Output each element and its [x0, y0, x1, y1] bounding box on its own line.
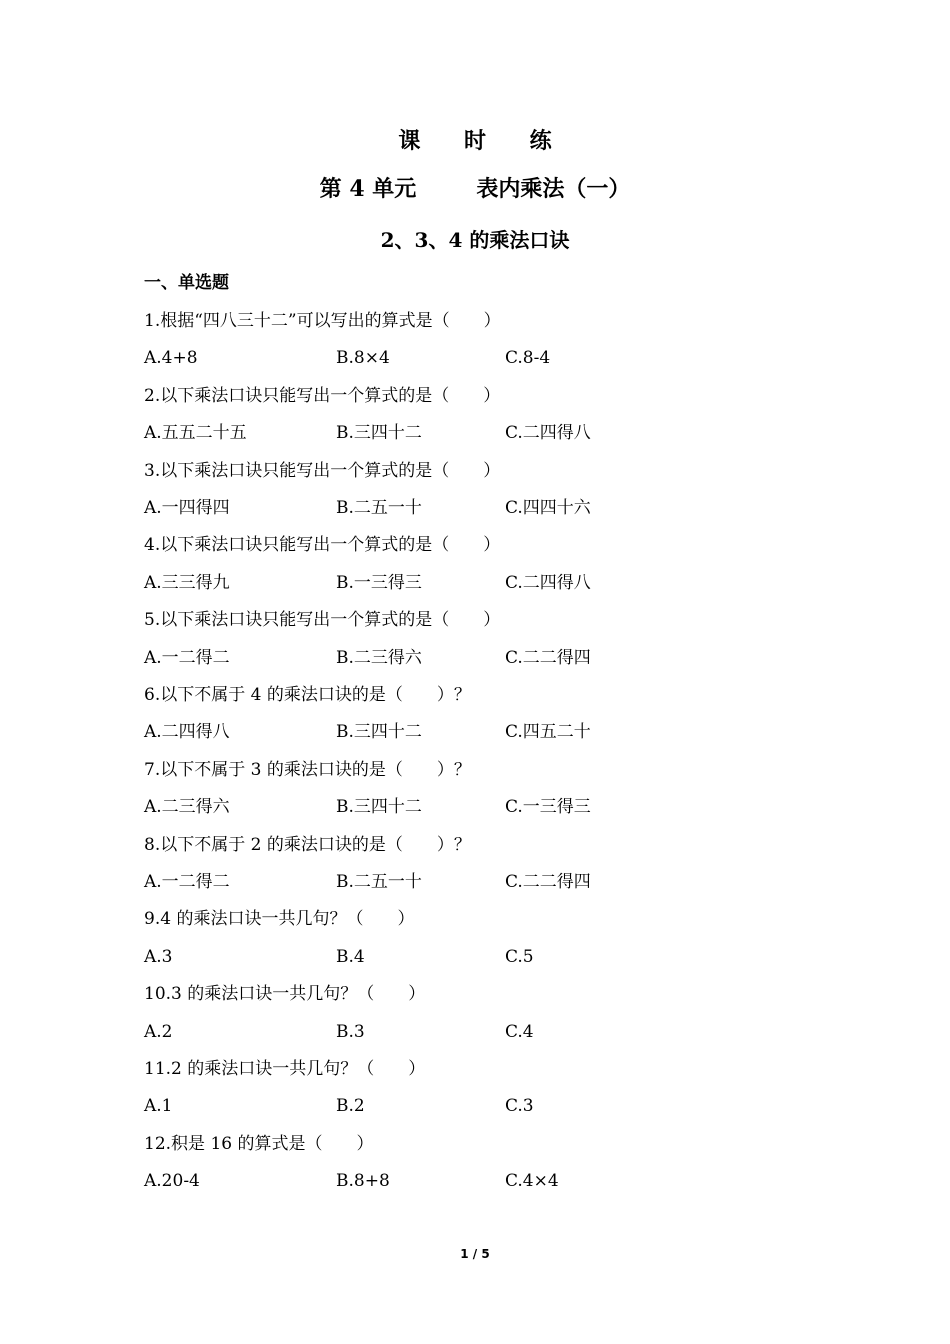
option-row	[144, 1166, 824, 1203]
question-text: 10.3 的乘法口诀一共几句？（ ）	[144, 984, 426, 1005]
option-c: C.4	[505, 1021, 534, 1042]
option-a: A.20-4	[144, 1171, 200, 1192]
question-item	[144, 605, 824, 680]
option-a: A.二三得六	[144, 797, 230, 818]
question-item	[144, 1129, 824, 1204]
option-c: C.4×4	[505, 1171, 559, 1192]
page-indicator: 1 / 5	[460, 1247, 490, 1261]
option-b: B.二五一十	[336, 871, 422, 892]
question-item	[144, 530, 824, 605]
option-c: C.二四得八	[505, 423, 591, 444]
option-row	[144, 418, 824, 455]
option-a: A.3	[144, 946, 173, 967]
question-text: 2.以下乘法口诀只能写出一个算式的是（ ）	[144, 385, 501, 406]
option-c: C.四五二十	[505, 722, 591, 743]
option-row	[144, 1091, 824, 1128]
option-c: C.5	[505, 946, 534, 967]
option-c: C.3	[505, 1096, 534, 1117]
question-list	[144, 306, 824, 1204]
option-row	[144, 792, 824, 829]
question-text: 12.积是 16 的算式是（ ）	[144, 1133, 374, 1154]
lesson-heading: 2、3、4 的乘法口诀	[380, 228, 570, 252]
question-text: 4.以下乘法口诀只能写出一个算式的是（ ）	[144, 535, 501, 556]
option-a: A.一二得二	[144, 647, 230, 668]
option-row	[144, 717, 824, 754]
unit-number: 第 4 单元	[319, 176, 417, 202]
option-b: B.3	[336, 1021, 365, 1042]
option-a: A.4+8	[144, 348, 198, 369]
question-text: 3.以下乘法口诀只能写出一个算式的是（ ）	[144, 460, 501, 481]
page-title: 课 时 练	[398, 128, 570, 154]
question-text: 8.以下不属于 2 的乘法口诀的是（ ）？	[144, 834, 471, 855]
option-c: C.二四得八	[505, 572, 591, 593]
option-a: A.五五二十五	[144, 423, 247, 444]
question-item	[144, 306, 824, 381]
option-row	[144, 343, 824, 380]
option-c: C.二二得四	[505, 871, 591, 892]
option-b: B.三四十二	[336, 423, 422, 444]
option-a: A.三三得九	[144, 572, 230, 593]
question-item	[144, 456, 824, 531]
option-b: B.一三得三	[336, 572, 422, 593]
question-item	[144, 1054, 824, 1129]
option-b: B.二三得六	[336, 647, 422, 668]
question-item	[144, 904, 824, 979]
question-text: 1.根据“四八三十二”可以写出的算式是（ ）	[144, 311, 501, 331]
question-item	[144, 979, 824, 1054]
option-row	[144, 568, 824, 605]
option-a: A.一二得二	[144, 871, 230, 892]
option-b: B.4	[336, 946, 365, 967]
option-c: C.二二得四	[505, 647, 591, 668]
question-text: 11.2 的乘法口诀一共几句？（ ）	[144, 1058, 426, 1079]
unit-heading	[0, 174, 950, 204]
question-item	[144, 830, 824, 905]
question-text: 7.以下不属于 3 的乘法口诀的是（ ）？	[144, 759, 471, 780]
option-row	[144, 1017, 824, 1054]
option-b: B.三四十二	[336, 722, 422, 743]
option-row	[144, 643, 824, 680]
option-c: C.四四十六	[505, 497, 591, 518]
question-item	[144, 680, 824, 755]
question-text: 9.4 的乘法口诀一共几句？（ ）	[144, 909, 415, 930]
option-a: A.2	[144, 1021, 173, 1042]
option-row	[144, 493, 824, 530]
option-b: B.三四十二	[336, 797, 422, 818]
option-row	[144, 942, 824, 979]
option-b: B.8+8	[336, 1171, 390, 1192]
question-item	[144, 755, 824, 830]
option-a: A.一四得四	[144, 497, 230, 518]
option-b: B.2	[336, 1096, 365, 1117]
option-row	[144, 867, 824, 904]
section-heading: 一、单选题	[144, 273, 229, 293]
question-text: 5.以下乘法口诀只能写出一个算式的是（ ）	[144, 610, 501, 631]
question-item	[144, 381, 824, 456]
question-text: 6.以下不属于 4 的乘法口诀的是（ ）？	[144, 684, 471, 705]
option-b: B.二五一十	[336, 497, 422, 518]
option-c: C.一三得三	[505, 797, 591, 818]
option-b: B.8×4	[336, 348, 390, 369]
option-c: C.8-4	[505, 348, 551, 369]
option-a: A.1	[144, 1096, 173, 1117]
unit-topic: 表内乘法（一）	[476, 176, 631, 202]
option-a: A.二四得八	[144, 722, 230, 743]
